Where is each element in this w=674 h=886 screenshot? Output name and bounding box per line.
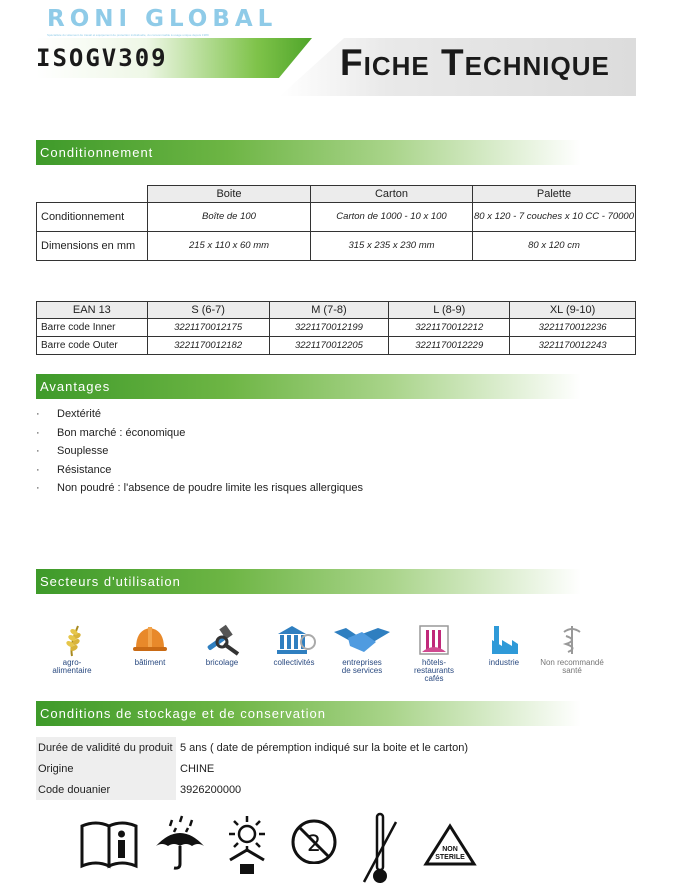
manual-info-icon <box>78 812 140 872</box>
storage-label: Durée de validité du produit <box>36 737 176 758</box>
table-cell: 215 x 110 x 60 mm <box>148 232 311 261</box>
row-label: Dimensions en mm <box>37 232 148 261</box>
storage-table <box>36 737 470 800</box>
section-stockage: Conditions de stockage et de conservation <box>36 701 581 726</box>
ean-table <box>36 301 636 355</box>
row-label: Barre code Inner <box>37 319 148 337</box>
pictograms-row <box>78 812 498 886</box>
temperature-limit-icon <box>360 812 400 886</box>
col-size-m: M (7-8) <box>269 302 389 319</box>
sector-hotels <box>402 622 466 683</box>
section-secteurs: Secteurs d'utilisation <box>36 569 581 594</box>
list-item-text: Souplesse <box>57 445 109 457</box>
table-cell: 80 x 120 - 7 couches x 10 CC - 70000 <box>473 203 636 232</box>
sector-bricolage <box>190 622 254 667</box>
bullet-dot: · <box>36 482 40 494</box>
col-palette: Palette <box>473 186 636 203</box>
section-avantages: Avantages <box>36 374 581 399</box>
storage-value: CHINE <box>180 762 215 775</box>
row-label: Barre code Outer <box>37 337 148 355</box>
list-item <box>36 408 363 427</box>
col-ean: EAN 13 <box>37 302 148 319</box>
sector-label: bricolage <box>205 658 239 667</box>
barcode-value: 3221170012212 <box>389 319 510 337</box>
sector-label: industrie <box>488 658 520 667</box>
packaging-table <box>36 185 636 261</box>
empty-corner <box>37 186 148 203</box>
sector-agro <box>40 622 104 675</box>
keep-away-sunlight-icon <box>216 812 278 874</box>
sector-entreprises <box>330 622 394 675</box>
col-size-l: L (8-9) <box>389 302 510 319</box>
col-carton: Carton <box>311 186 473 203</box>
bullet-dot: · <box>36 408 40 420</box>
row-label: Conditionnement <box>37 203 148 232</box>
table-cell: Boîte de 100 <box>148 203 311 232</box>
col-size-s: S (6-7) <box>147 302 269 319</box>
product-code: ISOGV309 <box>36 44 168 72</box>
list-item-text: Bon marché : économique <box>57 426 186 439</box>
caduceus-icon <box>552 622 592 658</box>
sectors-row <box>40 622 620 684</box>
cutlery-icon <box>412 622 456 658</box>
barcode-value: 3221170012199 <box>269 319 389 337</box>
advantages-list <box>36 408 363 501</box>
barcode-value: 3221170012229 <box>389 337 510 355</box>
table-row <box>36 737 470 758</box>
list-item <box>36 464 363 483</box>
svg-text:2: 2 <box>307 832 321 857</box>
sector-label: Non recommandé santé <box>540 658 604 675</box>
tools-icon <box>200 622 244 658</box>
storage-label: Code douanier <box>36 779 176 800</box>
keep-dry-icon <box>152 812 208 872</box>
barcode-value: 3221170012175 <box>147 319 269 337</box>
sector-label: agro- alimentaire <box>52 658 92 675</box>
table-cell: Carton de 1000 - 10 x 100 <box>311 203 473 232</box>
wheat-icon <box>52 622 92 658</box>
bullet-dot: · <box>36 426 40 439</box>
non-sterile-text-2: STERILE <box>435 854 465 861</box>
sector-collectivites <box>262 622 326 667</box>
town-hall-icon <box>272 622 316 658</box>
bullet-dot: · <box>36 445 40 457</box>
table-cell: 80 x 120 cm <box>473 232 636 261</box>
table-row <box>36 758 470 779</box>
sector-label: hôtels-restaurants cafés <box>413 658 455 683</box>
col-boite: Boite <box>148 186 311 203</box>
non-sterile-icon <box>422 812 478 866</box>
list-item-text: Dextérité <box>57 408 102 420</box>
col-size-xl: XL (9-10) <box>510 302 636 319</box>
document-title: Fiche Technique <box>340 42 610 83</box>
list-item-text: Résistance <box>57 463 112 476</box>
list-item <box>36 445 363 464</box>
sector-label: bâtiment <box>134 658 166 667</box>
handshake-icon <box>332 622 392 658</box>
storage-value: 5 ans ( date de péremption indiqué sur la boite et le carton) <box>180 741 469 754</box>
table-cell: 315 x 235 x 230 mm <box>311 232 473 261</box>
bullet-dot: · <box>36 463 40 476</box>
barcode-value: 3221170012236 <box>510 319 636 337</box>
storage-label: Origine <box>36 758 176 779</box>
sector-sante <box>540 622 604 675</box>
non-sterile-text-1: NON <box>442 846 458 853</box>
company-logo: RONI GLOBAL <box>47 6 278 32</box>
company-tagline: Spécialiste du vêtement de travail et équipement de protection individuelle, du consommable à usage unique depuis 1989 <box>47 33 209 37</box>
sector-industrie <box>472 622 536 667</box>
list-item-text: Non poudré : l'absence de poudre limite les risques allergiques <box>57 482 364 494</box>
barcode-value: 3221170012205 <box>269 337 389 355</box>
factory-icon <box>484 622 524 658</box>
hard-hat-icon <box>130 622 170 658</box>
single-use-icon <box>288 812 340 864</box>
section-conditionnement: Conditionnement <box>36 140 581 165</box>
sector-label: entreprises de services <box>341 658 383 675</box>
barcode-value: 3221170012182 <box>147 337 269 355</box>
sector-batiment <box>118 622 182 667</box>
list-item <box>36 427 363 446</box>
table-row <box>36 779 470 800</box>
storage-value: 3926200000 <box>180 783 242 796</box>
sector-label: collectivités <box>273 658 315 667</box>
list-item <box>36 482 363 501</box>
barcode-value: 3221170012243 <box>510 337 636 355</box>
